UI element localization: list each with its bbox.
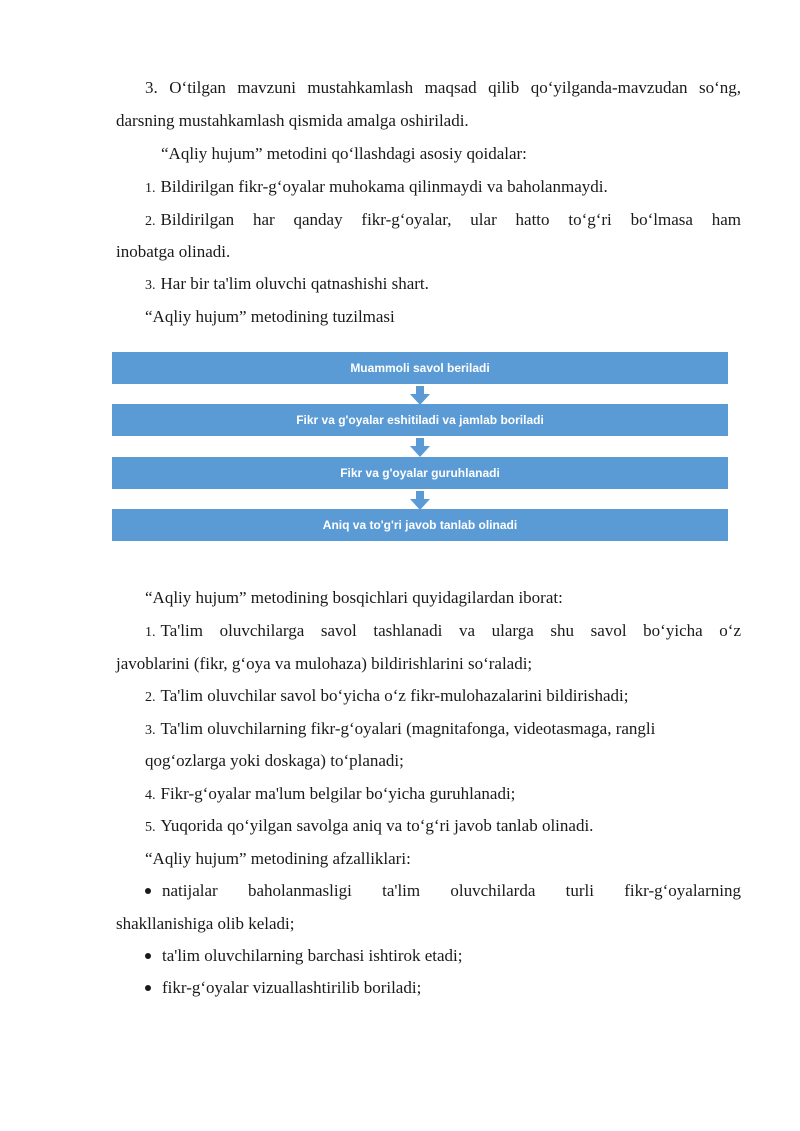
rule-text: Bildirilgan har qanday fikr-g‘oyalar, ular hatto to‘g‘ri bo‘lmasa ham [160, 210, 741, 229]
advantage-text: ta'lim oluvchilarning barchasi ishtirok etadi; [162, 946, 463, 965]
stage-text: Fikr-g‘oyalar ma'lum belgilar bo‘yicha guruhlanadi; [160, 784, 516, 803]
bullet-icon [145, 953, 151, 959]
stage-continuation: javoblarini (fikr, g‘oya va mulohaza) bildirishlarini so‘raladi; [116, 654, 533, 673]
advantage-item [145, 978, 421, 998]
rule-number: 2. [145, 214, 156, 229]
item-text: O‘tilgan mavzuni mustahkamlash maqsad qilib qo‘yilganda-mavzudan so‘ng, [169, 78, 742, 97]
rule-number: 1. [145, 181, 156, 196]
stage-text: Ta'lim oluvchilarning fikr-g‘oyalari (magnitafonga, videotasmaga, rangli [160, 719, 656, 738]
stage-number: 1. [145, 625, 156, 640]
stage-item [145, 816, 593, 838]
stage-text: Ta'lim oluvchilar savol bo‘yicha o‘z fikr-mulohazalarini bildirishadi; [160, 686, 629, 705]
bullet-icon [145, 985, 151, 991]
rule-text: Har bir ta'lim oluvchi qatnashishi shart. [160, 274, 429, 293]
bullet-icon [145, 888, 151, 894]
flow-step: Muammoli savol beriladi [112, 352, 728, 384]
advantage-item [145, 881, 741, 901]
flow-step: Aniq va to'g'ri javob tanlab olinadi [112, 509, 728, 541]
stage-item [145, 686, 628, 708]
rule-item [145, 274, 429, 296]
paragraph-item-3 [145, 78, 741, 98]
stage-number: 4. [145, 788, 156, 803]
stage-item [145, 621, 741, 643]
advantage-item [145, 946, 463, 966]
rule-text: Bildirilgan fikr-g‘oyalar muhokama qilinmaydi va baholanmaydi. [160, 177, 608, 196]
structure-flow-diagram [112, 352, 728, 542]
advantage-text: fikr-g‘oyalar vizuallashtirilib boriladi; [162, 978, 422, 997]
rules-heading: “Aqliy hujum” metodini qo‘llashdagi asosiy qoidalar: [161, 144, 527, 163]
stage-number: 3. [145, 723, 156, 738]
item-number: 3. [145, 78, 158, 97]
structure-heading: “Aqliy hujum” metodining tuzilmasi [145, 307, 395, 326]
flow-step: Fikr va g'oyalar eshitiladi va jamlab boriladi [112, 404, 728, 436]
stage-text: Ta'lim oluvchilarga savol tashlanadi va ularga shu savol bo‘yicha o‘z [160, 621, 741, 640]
rule-continuation: inobatga olinadi. [116, 242, 231, 261]
stage-item [145, 719, 655, 741]
stage-text: Yuqorida qo‘yilgan savolga aniq va to‘g‘ri javob tanlab olinadi. [160, 816, 594, 835]
arrow-down-icon [410, 438, 430, 458]
flow-step: Fikr va g'oyalar guruhlanadi [112, 457, 728, 489]
rule-item [145, 177, 608, 199]
arrow-down-icon [410, 491, 430, 511]
stage-number: 5. [145, 820, 156, 835]
advantages-heading: “Aqliy hujum” metodining afzalliklari: [145, 849, 411, 868]
rule-item [145, 210, 741, 232]
stages-heading: “Aqliy hujum” metodining bosqichlari quyidagilardan iborat: [145, 588, 563, 607]
arrow-down-icon [410, 386, 430, 406]
stage-continuation: qog‘ozlarga yoki doskaga) to‘planadi; [145, 751, 404, 770]
stage-item [145, 784, 515, 806]
advantage-continuation: shakllanishiga olib keladi; [116, 914, 295, 933]
paragraph-continuation: darsning mustahkamlash qismida amalga oshiriladi. [116, 111, 469, 130]
rule-number: 3. [145, 278, 156, 293]
advantage-text: natijalar baholanmasligi ta'lim oluvchilarda turli fikr-g‘oyalarning [162, 881, 741, 900]
stage-number: 2. [145, 690, 156, 705]
